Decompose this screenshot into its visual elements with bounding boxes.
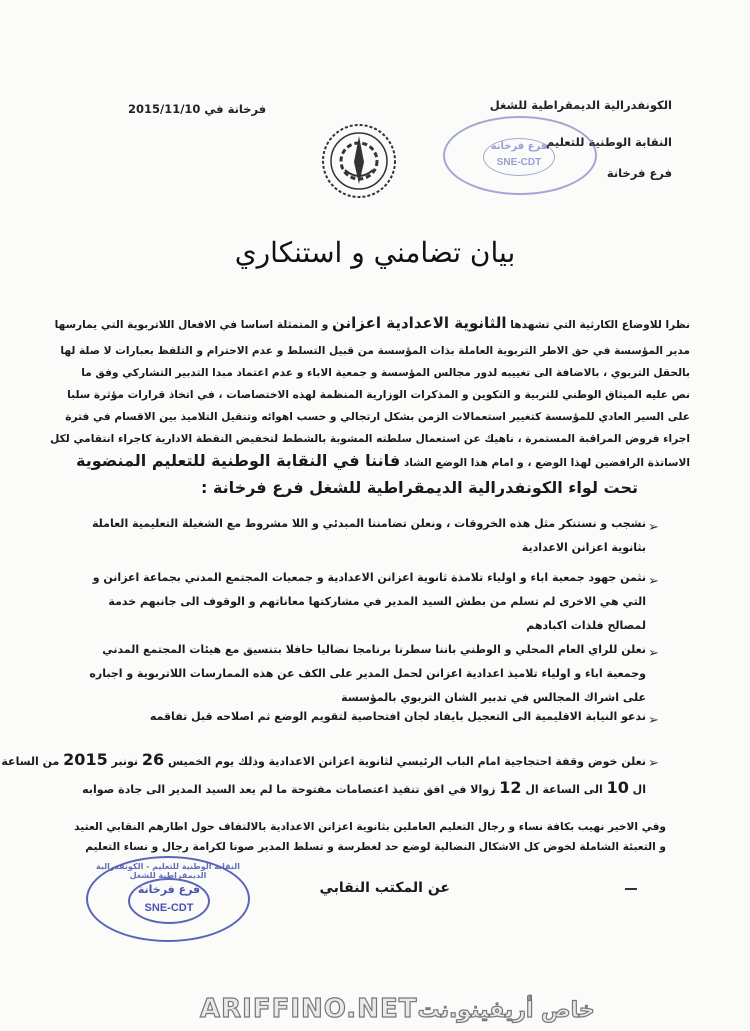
stamp-ring-text: النقابة الوطنية للتعليم - الكونفدرالية الديمقراطية للشغل (96, 862, 240, 880)
intro-line-7a: الاساتذة الرافضين لهذا الوضع ، و امام هذا الوضع الشاد (400, 457, 690, 469)
intro-line-1a: نظرا للاوضاع الكارثية التي تشهدها (506, 319, 690, 331)
bullet-5a: نعلن خوض وقفة احتجاجية امام الباب الرئيسي لثانوية اعزانن الاعدادية وذلك يوم الخميس (164, 755, 646, 768)
bullet-5b: نونبر (107, 755, 142, 768)
bullet-arrow-icon: ➢ (648, 756, 659, 771)
site-watermark (200, 994, 595, 1024)
cdt-logo (320, 122, 398, 200)
bullet-5-line-2 (76, 776, 646, 802)
faint-stamp-inner2: SNE-CDT (496, 157, 542, 168)
intro-line-4: نص عليه الميثاق الوطني للتربية و التكوين و المذكرات الوزارية المنظمة لهذه الاختصاصات ، في اتخاذ قرارات مؤثرة سلبا (67, 389, 690, 401)
union-statement: فاننا في النقابة الوطنية للتعليم المنضوية (76, 451, 401, 470)
org-name-line3: فرع فرخانة (606, 166, 672, 180)
bullet-arrow-icon: ➢ (648, 574, 659, 589)
bullet-arrow-icon: ➢ (648, 646, 659, 661)
intro-line-1c: و المتمثلة اساسا في الافعال اللاتربوية التي يمارسها (54, 319, 333, 331)
protest-day: 26 (141, 750, 165, 769)
stamp-inner-line1: فرع فرخانة (137, 883, 201, 896)
intro-line-3: بالحقل التربوي ، بالاضافة الى تغييبه لدور مجالس المؤسسة و جمعية الاباء و عدم اعتماد مبدا التدبير التشاركي وفق ما (81, 367, 690, 379)
school-name: الثانوية الاعدادية اعزانن (332, 314, 507, 332)
intro-line-1 (50, 312, 690, 336)
bullet-4: ندعو النيابة الاقليمية الى التعجيل بايفاد لجان افتحاصية لتقويم الوضع ثم اصلاحه قبل تفاقمه (149, 710, 646, 723)
faint-stamp-inner1: فرع فرخانة (490, 141, 548, 152)
bullet-5c: من الساعة (1, 755, 64, 768)
intro-line-2: مدير المؤسسة في حق الاطر التربوية العاملة بذات المؤسسة من قبيل التسلط و عدم الاحترام و التلفظ بعبارات لا صلة لها (60, 345, 690, 357)
stamp-inner-line2: SNE-CDT (144, 902, 194, 914)
bullet-1: نشجب و نستنكر مثل هذه الخروقات ، ونعلن تضامننا المبدئي و اللا مشروط مع الشغيلة التعليمية العاملة بثانوية اعزانن الاعدادية (92, 517, 646, 554)
intro-line-5: على السير العادي للمؤسسة كتغيير استعمالات الزمن بشكل ارتجالي و حسب اهوائه وتنقيل التلاميذ بين الاقسام في فترة (65, 411, 690, 423)
protest-end-hour: 12 (499, 778, 522, 797)
intro-line-7 (50, 450, 690, 474)
bullet-5e: الى الساعة ال (521, 783, 607, 796)
intro-line-6: اجراء فروض المراقبة المستمرة ، ناهيك عن استعمال سلطته المشوبة بالشطط لتخفيض النقطة الادارية كاجراء انتقامي لكل (50, 433, 690, 445)
dash-mark (625, 888, 637, 890)
bullet-5f: زوالا في افق تنفيذ اعتصامات مفتوحة ما لم يعد السيد المدير الى جادة صوابه (82, 783, 500, 796)
protest-year: 2015 (63, 750, 108, 769)
bullet-5-line-1 (1, 748, 646, 774)
closing-line-1: وفي الاخير نهيب بكافة نساء و رجال التعليم العاملين بثانوية اعزانن الاعدادية بالالتفاف حول اطارهم النقابي العتيد (74, 821, 666, 833)
watermark-latin: ARIFFINO.NET (200, 994, 418, 1024)
watermark-arabic: خاص أريفينو.نت (417, 998, 595, 1023)
signature-line: عن المكتب النقابي (319, 880, 450, 896)
bullet-3: نعلن للراي العام المحلي و الوطني باننا سطرنا برنامجا نضاليا حافلا بتنسيق مع هيئات المجتمع المدني وجمعية اباء و اولياء تلاميذ اعدادية اعزانن لحمل المدير على الكف عن هذه الممارسات اللاتربوية و اجباره على اشراك المجالس في تدبير الشان التربوي بالمؤسسة (89, 643, 646, 704)
closing-line-2: و التعبئة الشاملة لخوض كل الاشكال النضالية لوضع حد لغطرسة و تسلط المدير صونا لكرامة رجال و نساء التعليم (85, 841, 666, 853)
bullet-arrow-icon: ➢ (648, 520, 659, 535)
intro-line-8: تحت لواء الكونفدرالية الديمقراطية للشغل فرع فرخانة : (201, 478, 638, 497)
document-title: بيان تضامني و استنكاري (234, 236, 516, 269)
union-stamp (86, 856, 250, 942)
protest-start-hour: 10 (606, 778, 629, 797)
org-name-line1: الكونفدرالية الديمقراطية للشغل (489, 98, 672, 112)
faint-stamp (443, 116, 597, 195)
bullet-2: نثمن جهود جمعية اباء و اولياء تلامذة ثانوية اعزانن الاعدادية و جمعيات المجتمع المدني بجماعة اعزانن و التي هي الاخرى لم تسلم من بطش السيد المدير في مشاركتها معاناتهم و الوقوف الى جانبهم خدمة لمصالح فلذات اكبادهم (92, 571, 646, 632)
document-date: فرخانة في 2015/11/10 (128, 102, 267, 116)
bullet-arrow-icon: ➢ (648, 713, 659, 728)
bullet-5d: ال (628, 783, 646, 796)
org-name-line2: النقابة الوطنية للتعليم (545, 135, 672, 149)
